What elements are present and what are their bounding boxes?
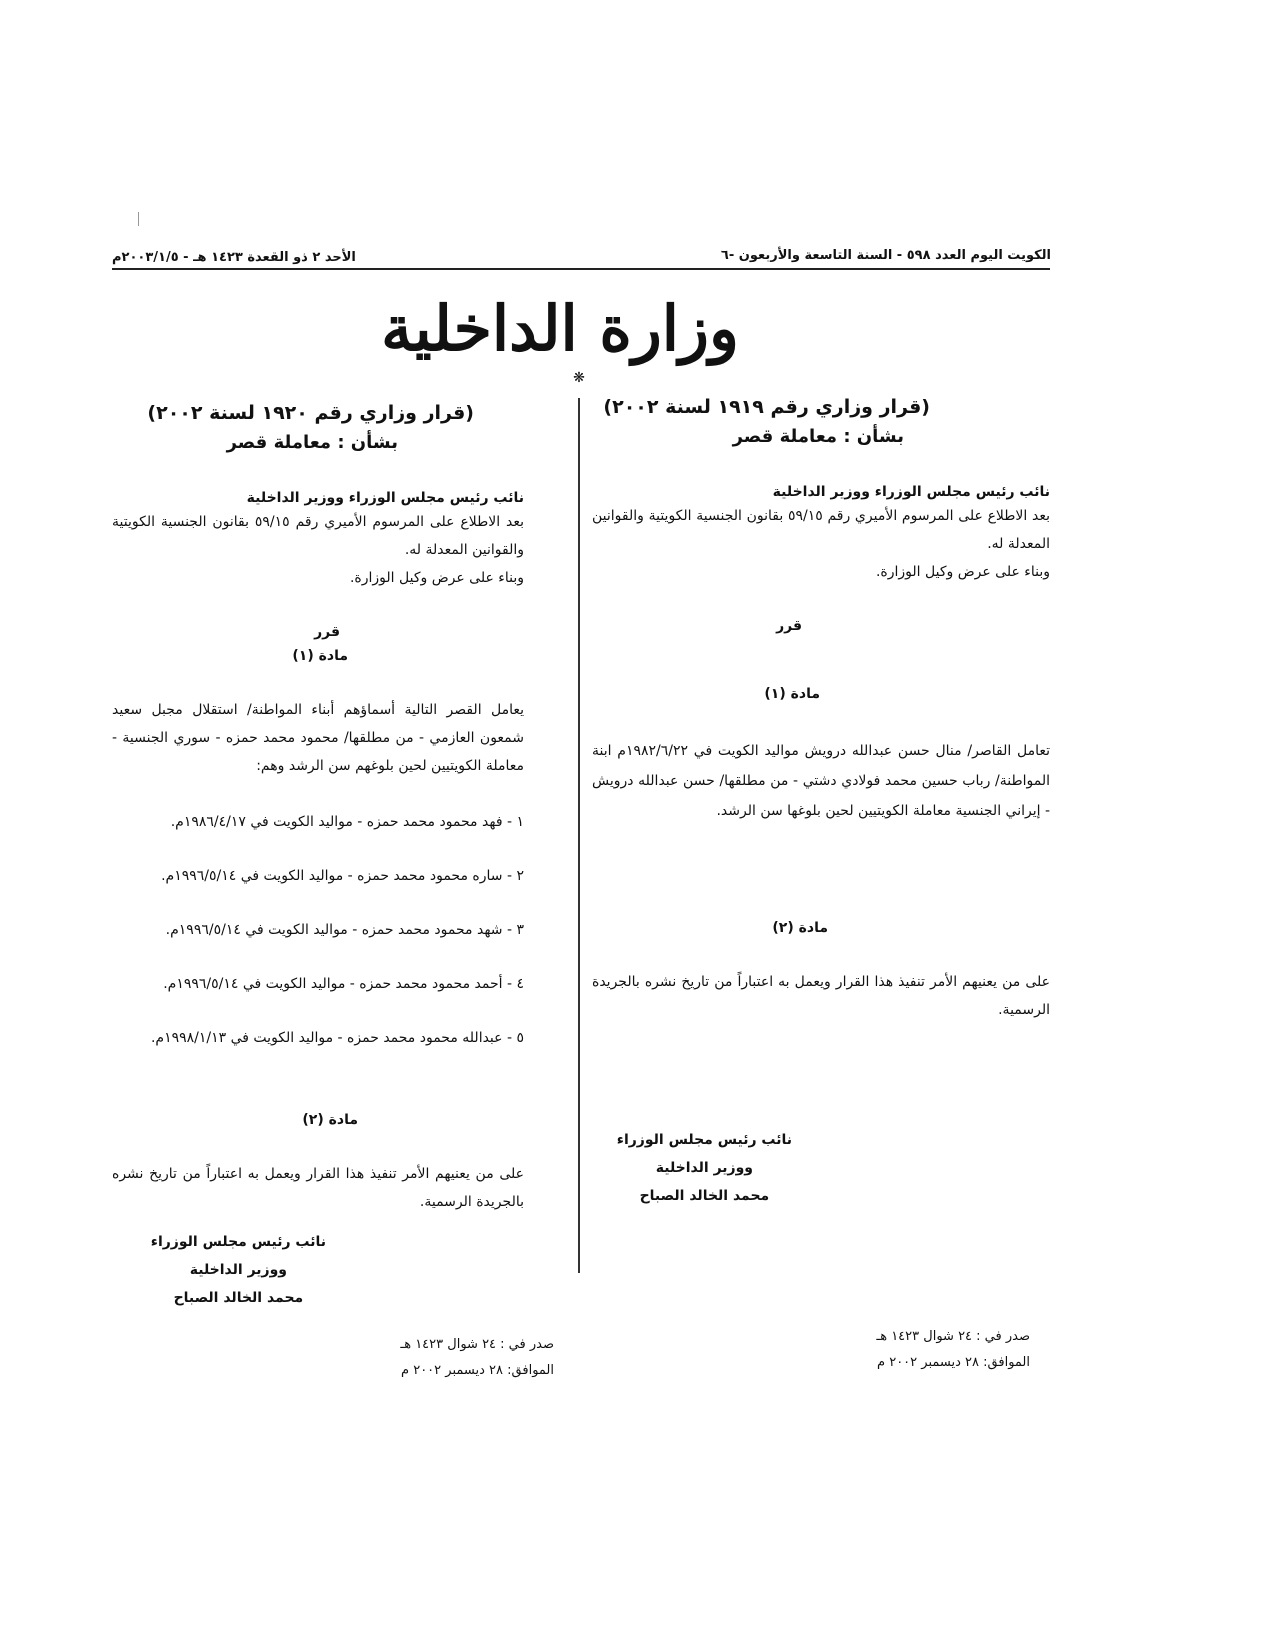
ministry-title: وزارة الداخلية <box>381 292 739 365</box>
column-divider <box>578 398 580 1273</box>
minor-item: ٢ - ساره محمود محمد حمزه - مواليد الكويت في ١٩٩٦/٥/١٤م. <box>161 868 524 884</box>
article-2-text: على من يعنيهم الأمر تنفيذ هذا القرار ويعمل به اعتباراً من تاريخ نشره بالجريدة الرسمية. <box>112 1166 524 1210</box>
minor-text: فهد محمود محمد حمزه - مواليد الكويت في ١٩٨٦/٤/١٧م. <box>170 814 503 830</box>
issued-gregorian: الموافق: ٢٨ ديسمبر ٢٠٠٢ م <box>877 1355 1030 1370</box>
issued-hijri: صدر في : ٢٤ شوال ١٤٢٣ هـ <box>400 1337 554 1352</box>
header-issue-info: الكويت اليوم العدد ٥٩٨ - السنة التاسعة والأربعون -٦ <box>720 248 1051 263</box>
preamble-decree: بعد الاطلاع على المرسوم الأميري رقم ٥٩/١٥ بقانون الجنسية الكويتية والقوانين المعدلة له. <box>112 514 524 558</box>
issue-date-block <box>400 1332 554 1384</box>
signature-ministry: ووزير الداخلية <box>189 1262 288 1278</box>
article-1-text: تعامل القاصر/ منال حسن عبدالله درويش مواليد الكويت في ١٩٨٢/٦/٢٢م ابنة المواطنة/ رباب حسين محمد فولادي دشتي - من مطلقها/ حسن عبدالله درويش - إيراني الجنسية معاملة الكويتيين لحين بلوغها سن الرشد. <box>592 743 1051 819</box>
signature-ministry: ووزير الداخلية <box>655 1160 754 1176</box>
decided-heading: قرر <box>776 618 802 634</box>
decision-subject: بشأن : معاملة قصر <box>226 432 398 453</box>
minor-number: ١ <box>516 814 524 830</box>
issuer: نائب رئيس مجلس الوزراء ووزير الداخلية <box>246 490 524 506</box>
minor-text: عبدالله محمود محمد حمزه - مواليد الكويت في ١٩٩٨/١/١٣م. <box>150 1030 503 1046</box>
article-1-heading: مادة (١) <box>764 686 820 702</box>
issuer: نائب رئيس مجلس الوزراء ووزير الداخلية <box>772 484 1050 500</box>
minor-number: ٤ <box>516 976 524 992</box>
decision-subject: بشأن : معاملة قصر <box>732 426 904 447</box>
issued-gregorian: الموافق: ٢٨ ديسمبر ٢٠٠٢ م <box>401 1363 554 1378</box>
signature-block <box>617 1126 792 1210</box>
scan-mark <box>138 212 139 226</box>
decision-title: (قرار وزاري رقم ١٩١٩ لسنة ٢٠٠٢) <box>603 396 930 418</box>
minor-number: ٣ <box>516 922 524 938</box>
issue-date-block <box>876 1324 1030 1376</box>
signature-title: نائب رئيس مجلس الوزراء <box>150 1234 326 1250</box>
article-2-heading: مادة (٢) <box>302 1112 358 1128</box>
minor-text: شهد محمود محمد حمزه - مواليد الكويت في ١٩٩٦/٥/١٤م. <box>165 922 503 938</box>
minor-item: ١ - فهد محمود محمد حمزه - مواليد الكويت في ١٩٨٦/٤/١٧م. <box>170 814 524 830</box>
preamble-decree: بعد الاطلاع على المرسوم الأميري رقم ٥٩/١٥ بقانون الجنسية الكويتية والقوانين المعدلة له. <box>592 508 1050 552</box>
decision-title: (قرار وزاري رقم ١٩٢٠ لسنة ٢٠٠٢) <box>147 402 474 424</box>
header-rule <box>112 268 1050 270</box>
signature-block <box>151 1228 326 1312</box>
article-1-intro: يعامل القصر التالية أسماؤهم أبناء المواطنة/ استقلال مجبل سعيد شمعون العازمي - من مطلقها/ محمود محمد حمزه - سوري الجنسية - معاملة الكويتيين لحين بلوغهم سن الرشد وهم: <box>112 702 524 774</box>
article-1-heading: مادة (١) <box>292 648 348 664</box>
minor-number: ٢ <box>516 868 524 884</box>
signature-name: محمد الخالد الصباح <box>639 1188 770 1204</box>
decided-heading: قرر <box>314 624 340 640</box>
minor-text: أحمد محمود محمد حمزه - مواليد الكويت في ١٩٩٦/٥/١٤م. <box>163 976 503 992</box>
minor-item: ٤ - أحمد محمود محمد حمزه - مواليد الكويت في ١٩٩٦/٥/١٤م. <box>163 976 524 992</box>
header-date: الأحد ٢ ذو القعدة ١٤٢٣ هـ - ٢٠٠٣/١/٥م <box>112 250 356 265</box>
signature-title: نائب رئيس مجلس الوزراء <box>616 1132 792 1148</box>
signature-name: محمد الخالد الصباح <box>173 1290 304 1306</box>
article-2-heading: مادة (٢) <box>772 920 828 936</box>
preamble-submission: وبناء على عرض وكيل الوزارة. <box>349 570 524 586</box>
minor-item: ٣ - شهد محمود محمد حمزه - مواليد الكويت في ١٩٩٦/٥/١٤م. <box>165 922 524 938</box>
preamble-submission: وبناء على عرض وكيل الوزارة. <box>875 564 1050 580</box>
article-2-text: على من يعنيهم الأمر تنفيذ هذا القرار ويعمل به اعتباراً من تاريخ نشره بالجريدة الرسمية. <box>592 974 1050 1018</box>
minor-item: ٥ - عبدالله محمود محمد حمزه - مواليد الكويت في ١٩٩٨/١/١٣م. <box>150 1030 524 1046</box>
minor-text: ساره محمود محمد حمزه - مواليد الكويت في ١٩٩٦/٥/١٤م. <box>161 868 503 884</box>
minor-number: ٥ <box>516 1030 524 1046</box>
separator-ornament: ❋ <box>573 370 585 386</box>
issued-hijri: صدر في : ٢٤ شوال ١٤٢٣ هـ <box>876 1329 1030 1344</box>
